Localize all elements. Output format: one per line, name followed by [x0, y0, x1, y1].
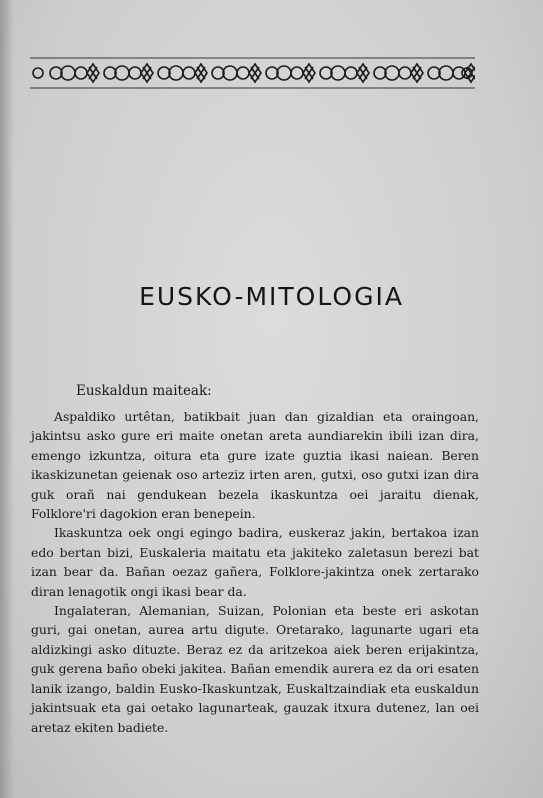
- paragraph-2: Ikaskuntza oek ongi egingo badira, euskeraz jakin, bertakoa izan edo bertan bizi, Euskaleria maitatu eta jakiteko zaletasun berezi bat izan bear da. Bañan oezaz gañera, Folklore-jakintza onek zertarako diran lenagotik ongi ikasi bear da.: [31, 525, 479, 599]
- body-text: [31, 407, 479, 737]
- decorative-header-ornament: [30, 56, 475, 90]
- page-title: EUSKO-MITOLOGIA: [139, 281, 404, 311]
- greeting-line: Euskaldun maiteak:: [76, 383, 212, 399]
- paragraph-3: Ingalateran, Alemanian, Suizan, Polonian eta beste eri askotan guri, gai onetan, aurea artu digute. Oretarako, lagunarte ugari eta aldizkingi asko dituzte. Beraz ez da aritzekoa aiek beren erijakintza, guk gerena baño obeki jakitea. Bañan emendik aurera ez da ori esaten lanik izango, baldin Eusko-Ikaskuntzak, Euskaltzaindiak eta euskaldun jakintsuak eta gai oetako lagunarteak, gauzak itxura dutenez, lan oei aretaz ekiten badiete.: [31, 603, 479, 735]
- paragraph-1: Aspaldiko urtêtan, batikbait juan dan gizaldian eta oraingoan, jakintsu asko gure eri maite onetan areta aundiarekin ibili izan dira, emengo izkuntza, oitura eta gure izate guztia ikasi naiean. Beren ikaskizunetan geienak oso arteziz irten aren, gutxi, oso gutxi izan dira guk orañ nai gendukean bezela ikaskuntza oei jaraitu dienak, Folklore'ri dagokion eran benepein.: [31, 409, 479, 522]
